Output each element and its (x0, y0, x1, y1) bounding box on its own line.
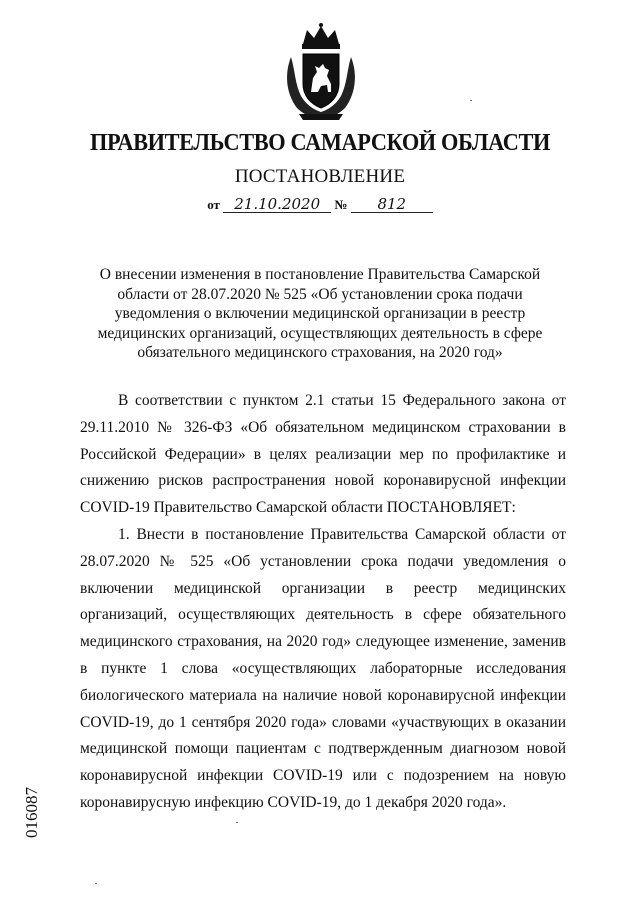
document-heading: О внесении изменения в постановление Правительства Самарской области от 28.07.2020 № 525 «Об установлении срока подачи уведомления о включении медицинской организации в реестр медицинских организаций, осуществляющих деятельность в сфере обязательного медицинского страхования, на 2020 год» (97, 266, 543, 361)
document-body (80, 388, 566, 817)
paragraph-preamble: В соответствии с пунктом 2.1 статьи 15 Федерального закона от 29.11.2010 № 326-ФЗ «Об обязательном медицинском страховании в Российской Федерации» в целях реализации мер по профилактике и снижению рисков распространения новой коронавирусной инфекции COVID-19 Правительство Самарской области ПОСТАНОВЛЯЕТ: (80, 392, 566, 517)
date-prefix: от (207, 197, 220, 212)
date-value: 21.10.2020 (223, 196, 331, 213)
scan-speck (236, 822, 238, 823)
coat-of-arms-icon (281, 22, 361, 122)
date-number-line (0, 196, 640, 213)
paragraph-item-1: 1. Внести в постановление Правительства Самарской области от 28.07.2020 № 525 «Об установлении срока подачи уведомления о включении медицинской организации в реестр медицинских организаций, осуществляющих деятельность в сфере обязательного медицинского страхования, на 2020 год» следующее изменение, заменив в пункте 1 слова «осуществляющих лабораторные исследования биологического материала на наличие новой коронавирусной инфекции COVID-19, до 1 сентября 2020 года» словами «участвующих в оказании медицинской помощи пациентам с подтвержденным диагнозом новой коронавирусной инфекции COVID-19 или с подозрением на новую коронавирусную инфекцию COVID-19, до 1 декабря 2020 года». (80, 525, 566, 811)
organization-title: ПРАВИТЕЛЬСТВО САМАРСКОЙ ОБЛАСТИ (90, 130, 550, 156)
side-serial-number: 016087 (22, 787, 41, 838)
scan-speck (95, 883, 97, 884)
number-prefix: № (334, 197, 348, 212)
document-type: ПОСТАНОВЛЕНИЕ (234, 166, 406, 187)
scan-speck (470, 100, 472, 101)
number-value: 812 (351, 196, 433, 213)
